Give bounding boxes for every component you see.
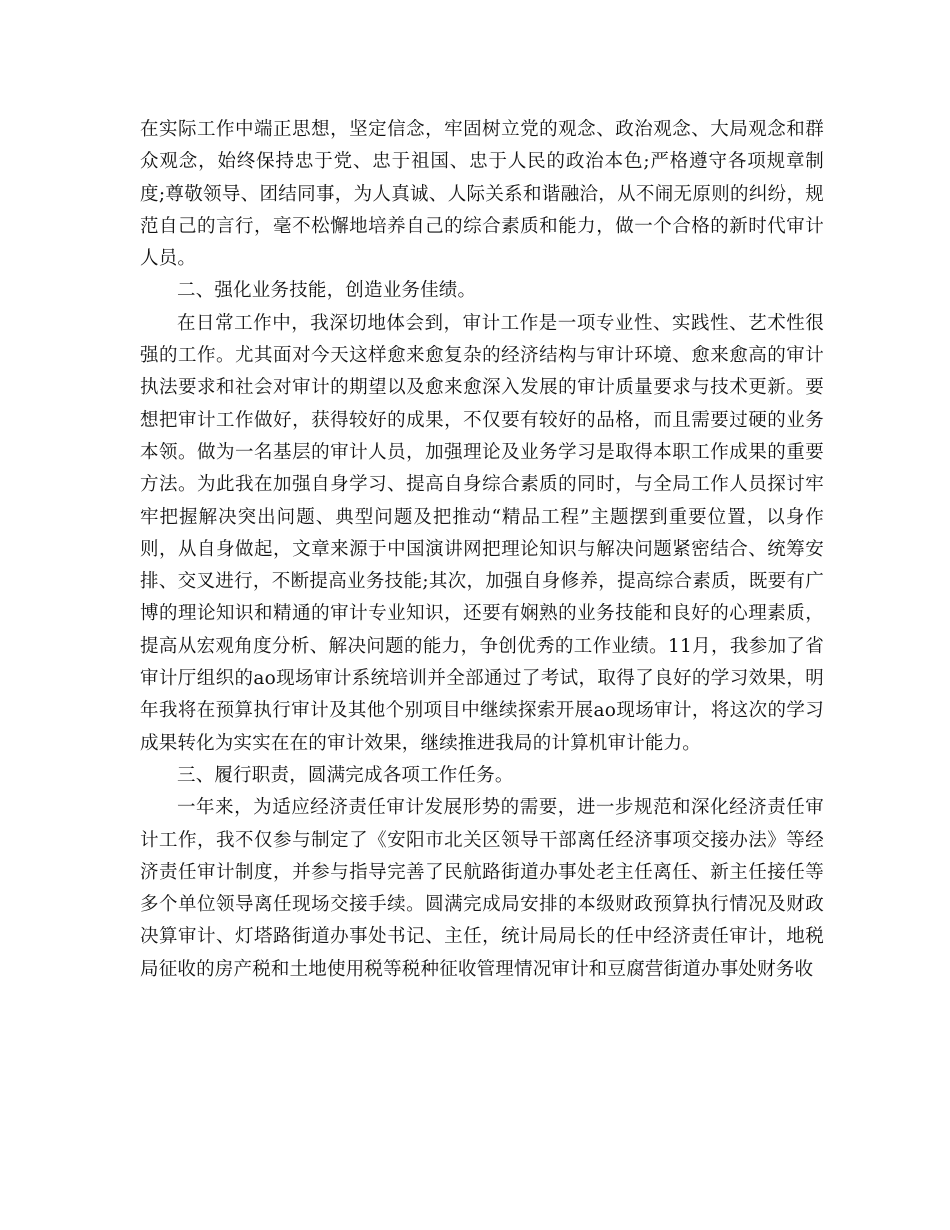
document-body — [140, 114, 824, 986]
section-heading-business-skills: 二、强化业务技能，创造业务佳绩。 — [177, 280, 477, 302]
section-heading-duties: 三、履行职责，圆满完成各项工作任务。 — [177, 764, 514, 786]
paragraph-duties: 一年来，为适应经济责任审计发展形势的需要，进一步规范和深化经济责任审计工作，我不仅参与制定了《安阳市北关区领导干部离任经济事项交接办法》等经济责任审计制度，并参与指导完善了民航路街道办事处老主任离任、新主任接任等多个单位领导离任现场交接手续。圆满完成局安排的本级财政预算执行情况及财政决算审计、灯塔路街道办事处书记、主任，统计局局长的任中经济责任审计，地税局征收的房产税和土地使用税等税种征收管理情况审计和豆腐营街道办事处财务收 — [140, 797, 824, 980]
paragraph-political-conduct: 在实际工作中端正思想，坚定信念，牢固树立党的观念、政治观念、大局观念和群众观念，始终保持忠于党、忠于祖国、忠于人民的政治本色;严格遵守各项规章制度;尊敬领导、团结同事，为人真诚、人际关系和谐融洽，从不闹无原则的纠纷，规范自己的言行，毫不松懈地培养自己的综合素质和能力，做一个合格的新时代审计人员。 — [140, 119, 824, 270]
paragraph-business-skills: 在日常工作中，我深切地体会到，审计工作是一项专业性、实践性、艺术性很强的工作。尤其面对今天这样愈来愈复杂的经济结构与审计环境、愈来愈高的审计执法要求和社会对审计的期望以及愈来愈深入发展的审计质量要求与技术更新。要想把审计工作做好，获得较好的成果，不仅要有较好的品格，而且需要过硬的业务本领。做为一名基层的审计人员，加强理论及业务学习是取得本职工作成果的重要方法。为此我在加强自身学习、提高自身综合素质的同时，与全局工作人员探讨牢牢把握解决突出问题、典型问题及把推动“精品工程”主题摆到重要位置，以身作则，从自身做起，文章来源于中国演讲网把理论知识与解决问题紧密结合、统筹安排、交叉进行，不断提高业务技能;其次，加强自身修养，提高综合素质，既要有广博的理论知识和精通的审计专业知识，还要有娴熟的业务技能和良好的心理素质，提高从宏观角度分析、解决问题的能力，争创优秀的工作业绩。11月，我参加了省审计厅组织的ao现场审计系统培训并全部通过了考试，取得了良好的学习效果，明年我将在预算执行审计及其他个别项目中继续探索开展ao现场审计，将这次的学习成果转化为实实在在的审计效果，继续推进我局的计算机审计能力。 — [140, 312, 824, 754]
